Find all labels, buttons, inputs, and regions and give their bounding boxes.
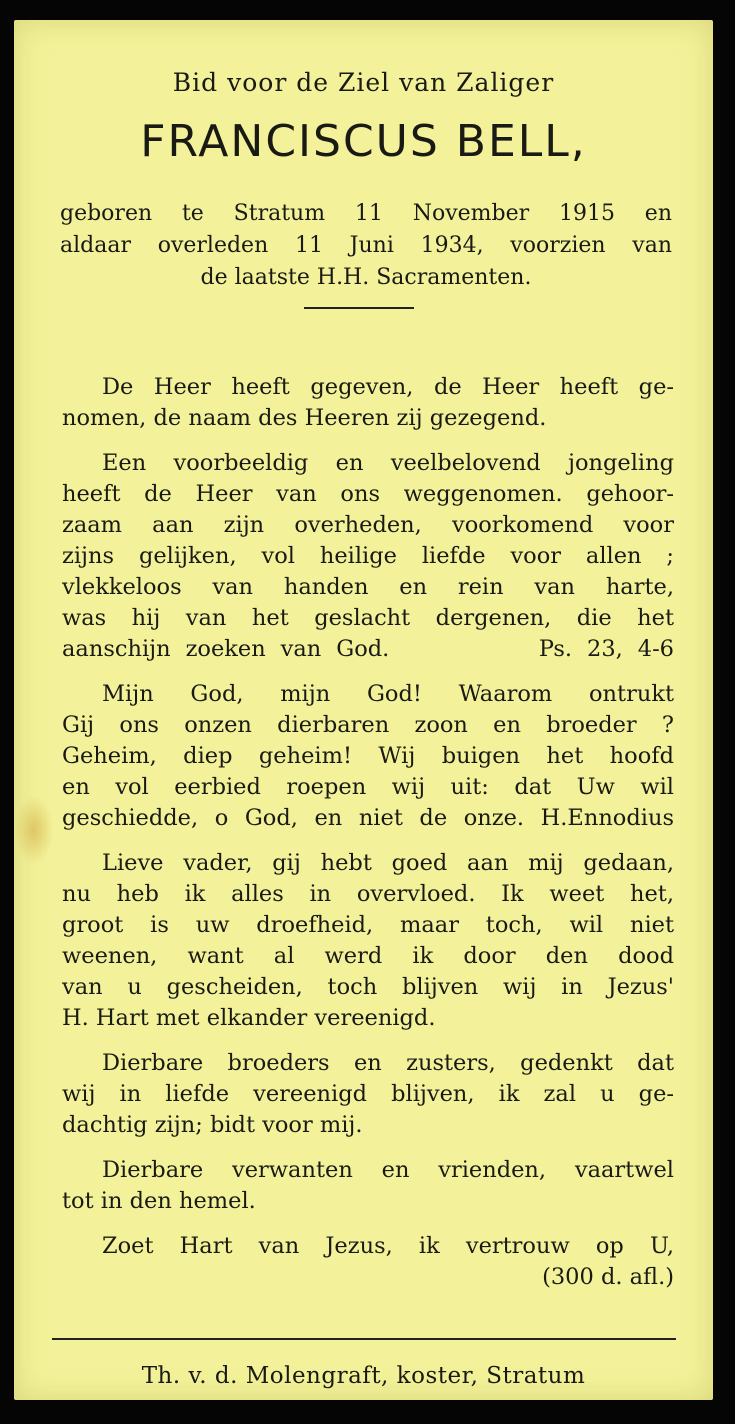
text-line: zaam aan zijn overheden, voorkomend voor [62,512,674,538]
text-line: Mijn God, mijn God! Waarom ontrukt [102,681,674,707]
text-line: van u gescheiden, toch blijven wij in Jezus' [62,974,674,1000]
paragraph [62,1048,674,1141]
text-line: nu heb ik alles in overvloed. Ik weet het, [62,881,674,907]
text-line: Geheim, diep geheim! Wij buigen het hoofd [62,743,674,769]
text-line: zijns gelijken, vol heilige liefde voor allen ; [62,543,674,569]
text-line: Lieve vader, gij hebt goed aan mij gedaan, [102,850,674,876]
indulgence-note: (300 d. afl.) [542,1264,674,1290]
deceased-name: FRANCISCUS BELL, [140,116,587,167]
text-line: was hij van het geslacht dergenen, die het [62,605,674,631]
text-line: heeft de Heer van ons weggenomen. gehoor- [62,481,674,507]
paragraph [62,1231,674,1293]
text-line: weenen, want al werd ik door den dood [62,943,674,969]
memorial-text [62,372,674,1307]
text-line: aanschijn zoeken van God. Ps. 23, 4-6 [62,636,674,662]
text-line: Een voorbeeldig en veelbelovend jongeling [102,450,674,476]
text-line: Dierbare verwanten en vrienden, vaartwel [102,1157,674,1183]
printer-credit: Th. v. d. Molengraft, koster, Stratum [141,1363,586,1389]
paper-stain [14,795,54,865]
paragraph [62,372,674,434]
text-line: H. Hart met elkander vereenigd. [62,1005,436,1031]
text-line: Zoet Hart van Jezus, ik vertrouw op U, [102,1233,674,1259]
text-line: geschiedde, o God, en niet de onze. H.Ennodius [62,805,674,831]
intro-line: de laatste H.H. Sacramenten. [200,265,532,290]
paragraph [62,679,674,834]
divider-long [52,1338,676,1340]
divider-short [304,307,414,309]
memorial-card [14,20,713,1400]
text-line: Gij ons onzen dierbaren zoon en broeder ? [62,712,674,738]
text-line: vlekkeloos van handen en rein van harte, [62,574,674,600]
text-line: De Heer heeft gegeven, de Heer heeft ge- [102,374,674,400]
text-line: nomen, de naam des Heeren zij gezegend. [62,405,547,431]
text-line: en vol eerbied roepen wij uit: dat Uw wil [62,774,674,800]
text-line: tot in den hemel. [62,1188,256,1214]
paragraph [62,448,674,665]
text-line: dachtig zijn; bidt voor mij. [62,1112,363,1138]
intro-line: aldaar overleden 11 Juni 1934, voorzien van [60,233,672,258]
text-line: wij in liefde vereenigd blijven, ik zal u ge- [62,1081,674,1107]
paragraph [62,1155,674,1217]
prayer-heading: Bid voor de Ziel van Zaliger [172,68,555,97]
text-line: Dierbare broeders en zusters, gedenkt dat [102,1050,674,1076]
text-line: groot is uw droefheid, maar toch, wil niet [62,912,674,938]
birth-death-details [60,198,672,294]
intro-line: geboren te Stratum 11 November 1915 en [60,201,672,226]
paragraph [62,848,674,1034]
